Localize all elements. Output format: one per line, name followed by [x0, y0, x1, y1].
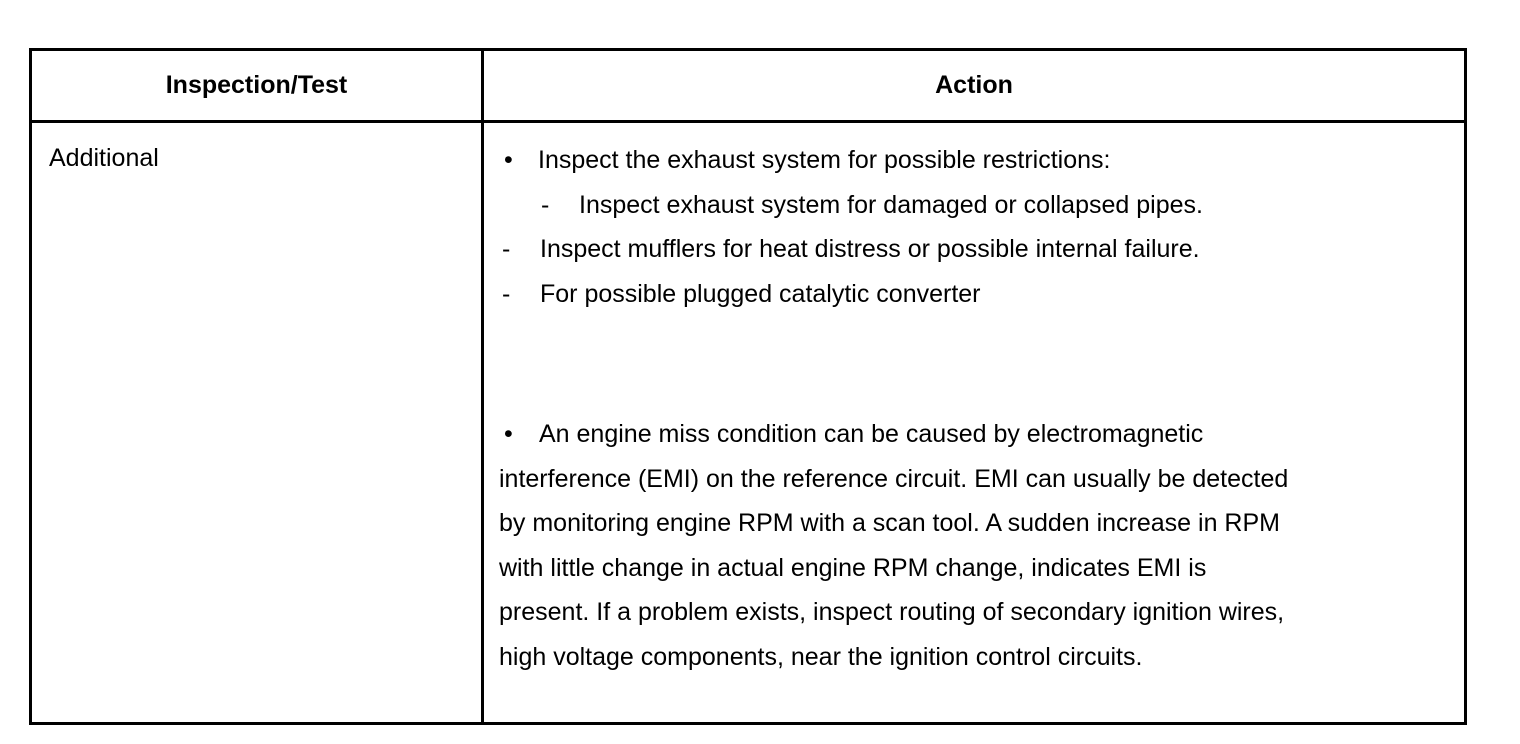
sub-item-marker: -	[541, 191, 550, 219]
inspection-table	[29, 48, 1467, 725]
header-inspection-test: Inspection/Test	[165, 71, 348, 99]
sub-item-marker: -	[502, 280, 511, 308]
action-bullet-1: Inspect the exhaust system for possible restrictions:	[538, 146, 1111, 174]
inspection-cell: Additional	[49, 144, 159, 172]
bullet-marker: •	[504, 420, 513, 448]
sub-item-marker: -	[502, 235, 511, 263]
column-divider	[481, 51, 484, 722]
header-row-divider	[32, 120, 1464, 123]
bullet-marker: •	[504, 146, 513, 174]
paragraph-line: with little change in actual engine RPM change, indicates EMI is	[499, 553, 1207, 582]
paragraph-line: high voltage components, near the ignition control circuits.	[499, 642, 1143, 671]
header-action: Action	[935, 71, 1013, 99]
paragraph-line: interference (EMI) on the reference circuit. EMI can usually be detected	[499, 464, 1289, 493]
paragraph-line-text: An engine miss condition can be caused by electromagnetic	[539, 420, 1204, 448]
action-bullet-2	[499, 412, 1399, 680]
sub-item-text: Inspect exhaust system for damaged or collapsed pipes.	[579, 191, 1203, 219]
sub-item-text: For possible plugged catalytic converter	[540, 280, 981, 308]
paragraph-line: by monitoring engine RPM with a scan tool. A sudden increase in RPM	[499, 509, 1280, 538]
paragraph-line	[499, 412, 1399, 457]
sub-item-text: Inspect mufflers for heat distress or possible internal failure.	[540, 235, 1200, 263]
paragraph-line: present. If a problem exists, inspect routing of secondary ignition wires,	[499, 598, 1285, 627]
